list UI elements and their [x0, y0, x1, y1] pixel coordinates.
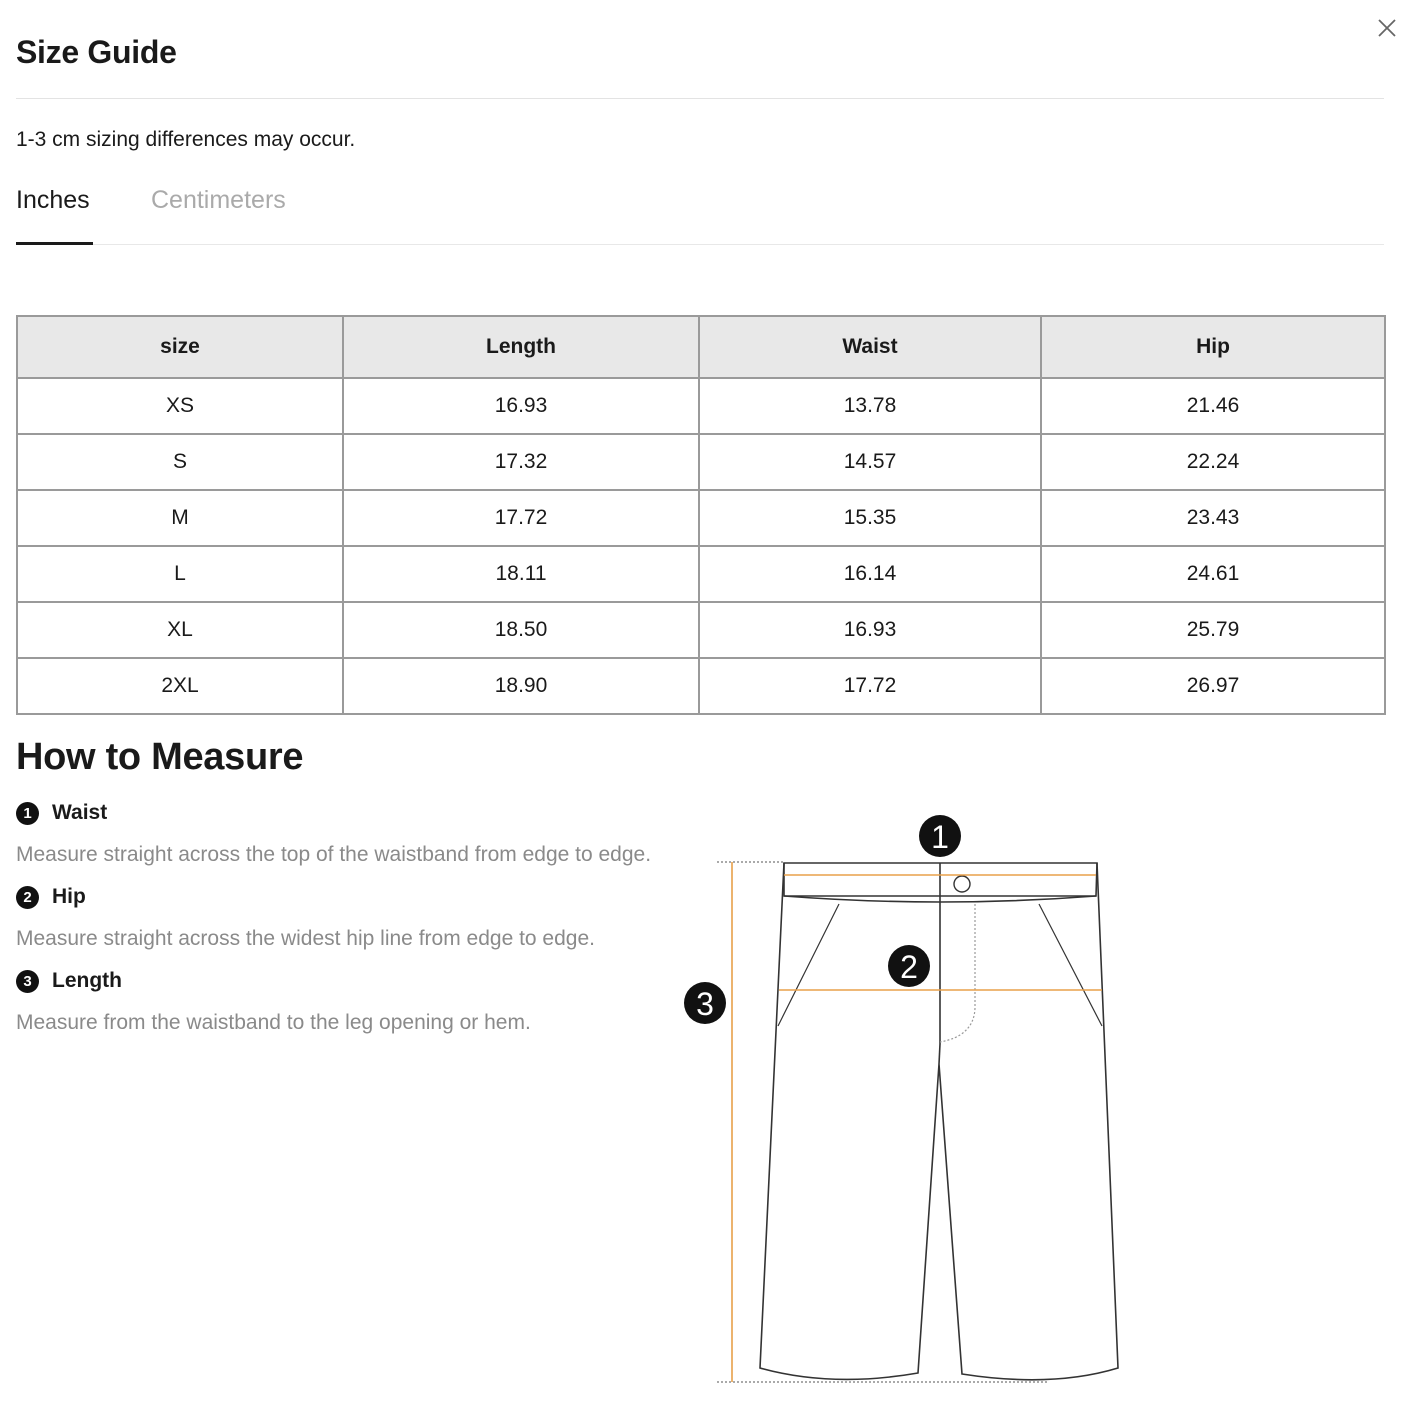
marker-3-icon	[684, 982, 726, 1024]
table-cell: 17.72	[699, 658, 1041, 714]
table-cell: 16.14	[699, 546, 1041, 602]
step-label: Waist	[52, 801, 108, 824]
table-cell: 16.93	[699, 602, 1041, 658]
marker-2-icon	[888, 945, 930, 987]
column-header: Hip	[1041, 316, 1385, 378]
close-icon[interactable]	[1375, 16, 1399, 40]
table-cell: 16.93	[343, 378, 699, 434]
header-divider	[16, 98, 1384, 99]
step-description: Measure straight across the widest hip line from edge to edge.	[16, 927, 595, 950]
table-cell: 2XL	[17, 658, 343, 714]
table-cell: 15.35	[699, 490, 1041, 546]
table-cell: 24.61	[1041, 546, 1385, 602]
table-cell: 17.32	[343, 434, 699, 490]
table-cell: XS	[17, 378, 343, 434]
table-cell: 22.24	[1041, 434, 1385, 490]
marker-label: 1	[931, 819, 949, 855]
shorts-measurement-diagram	[682, 808, 1152, 1398]
shorts-outline	[760, 863, 1118, 1380]
table-header-row	[17, 316, 1385, 378]
step-description: Measure straight across the top of the waistband from edge to edge.	[16, 843, 652, 866]
table-cell: 18.90	[343, 658, 699, 714]
table-cell: L	[17, 546, 343, 602]
column-header: Length	[343, 316, 699, 378]
step-description: Measure from the waistband to the leg opening or hem.	[16, 1011, 531, 1034]
table-cell: 14.57	[699, 434, 1041, 490]
number-3-icon: 3	[16, 970, 39, 993]
table-cell: 18.11	[343, 546, 699, 602]
marker-1-icon	[919, 815, 961, 857]
table-row	[17, 378, 1385, 434]
table-cell: S	[17, 434, 343, 490]
column-header: size	[17, 316, 343, 378]
table-row	[17, 658, 1385, 714]
step-length	[16, 969, 122, 993]
table-cell: 23.43	[1041, 490, 1385, 546]
table-cell: 25.79	[1041, 602, 1385, 658]
sizing-note: 1-3 cm sizing differences may occur.	[16, 128, 356, 151]
column-header: Waist	[699, 316, 1041, 378]
number-1-icon: 1	[16, 802, 39, 825]
table-row	[17, 546, 1385, 602]
step-waist	[16, 801, 107, 825]
marker-label: 2	[900, 949, 918, 985]
step-label: Length	[52, 969, 122, 992]
table-cell: 17.72	[343, 490, 699, 546]
number-2-icon: 2	[16, 886, 39, 909]
unit-tabs	[16, 186, 1384, 245]
table-cell: 18.50	[343, 602, 699, 658]
table-cell: 26.97	[1041, 658, 1385, 714]
table-row	[17, 602, 1385, 658]
step-hip	[16, 885, 86, 909]
how-to-measure-title: How to Measure	[16, 736, 304, 778]
table-row	[17, 490, 1385, 546]
step-label: Hip	[52, 885, 86, 908]
table-row	[17, 434, 1385, 490]
table-cell: 13.78	[699, 378, 1041, 434]
tab-inches[interactable]: Inches	[16, 186, 93, 245]
table-cell: M	[17, 490, 343, 546]
tab-centimeters[interactable]: Centimeters	[151, 186, 286, 214]
marker-label: 3	[696, 986, 714, 1022]
size-table	[16, 315, 1386, 715]
table-cell: XL	[17, 602, 343, 658]
table-cell: 21.46	[1041, 378, 1385, 434]
modal-title: Size Guide	[16, 34, 177, 70]
